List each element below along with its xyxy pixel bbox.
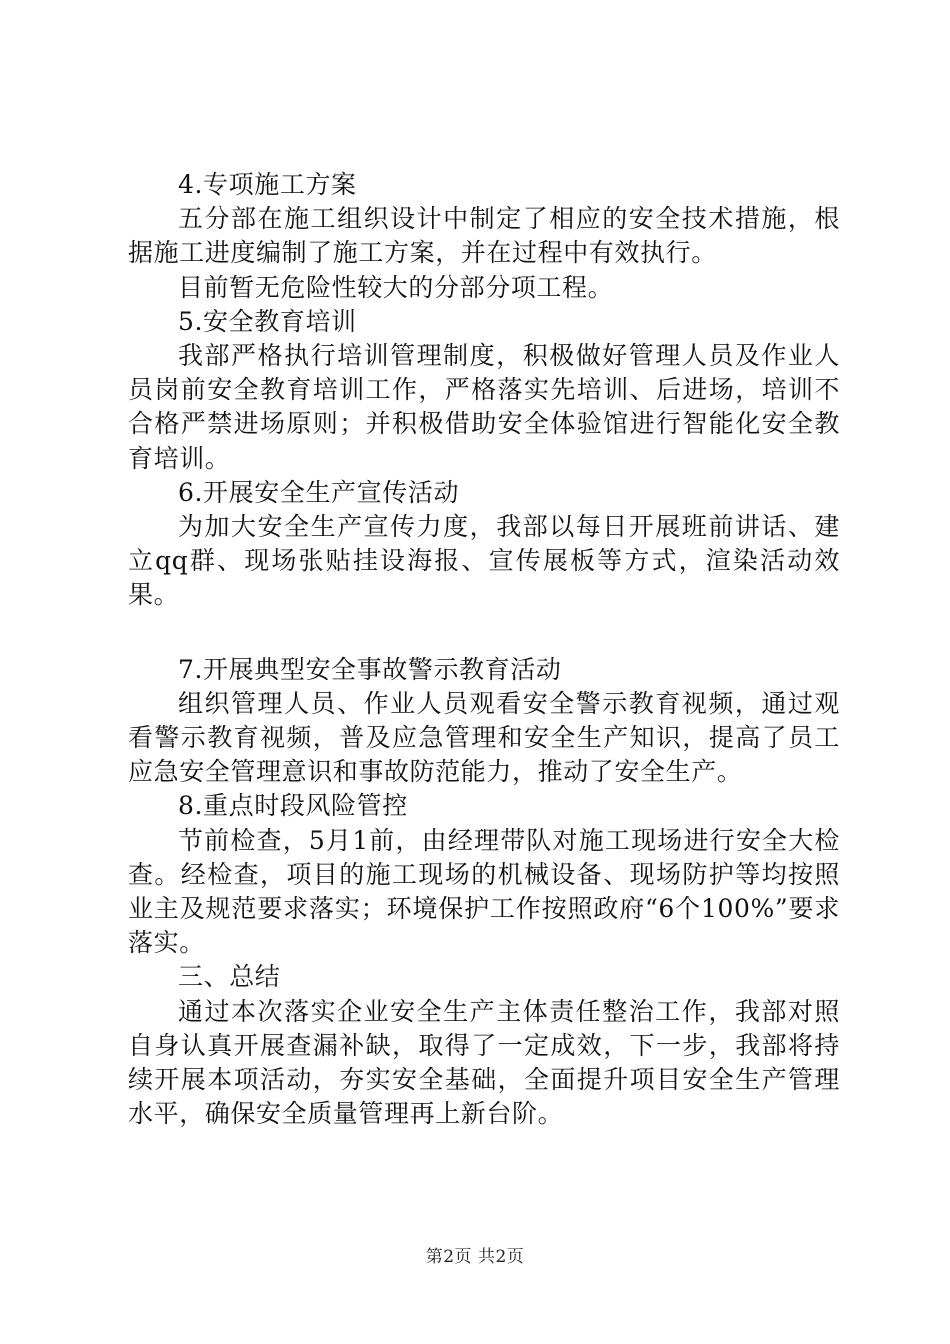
section-heading-safety-training: 5.安全教育培训 [178,306,357,336]
paragraph: 通过本次落实企业安全生产主体责任整治工作，我部对照自身认真开展查漏补缺，取得了一定成效，下一步，我部将持续开展本项活动，夯实安全基础，全面提升项目安全生产管理水平，确保安全质量管理再上新台阶。 [128,996,840,1129]
paragraph: 五分部在施工组织设计中制定了相应的安全技术措施，根据施工进度编制了施工方案，并在过程中有效执行。 [128,204,840,268]
paragraph: 目前暂无危险性较大的分部分项工程。 [178,272,614,302]
paragraph: 组织管理人员、作业人员观看安全警示教育视频，通过观看警示教育视频，普及应急管理和安全生产知识，提高了员工应急安全管理意识和事故防范能力，推动了安全生产。 [128,688,840,787]
document-body [128,168,840,1131]
section-heading-accident-warning: 7.开展典型安全事故警示教育活动 [178,654,562,684]
section-heading-safety-publicity: 6.开展安全生产宣传活动 [178,477,460,507]
blank-line [128,613,840,653]
section-heading-summary: 三、总结 [178,962,281,992]
page-number-footer: 第2页 共2页 [425,1247,525,1267]
section-heading-risk-control: 8.重点时段风险管控 [178,791,408,821]
section-heading-special-construction: 4.专项施工方案 [178,170,357,199]
paragraph: 节前检查，5月1前，由经理带队对施工现场进行安全大检查。经检查，项目的施工现场的机械设备、现场防护等均按照业主及规范要求落实；环境保护工作按照政府“6个100%”要求落实。 [128,825,840,958]
paragraph: 我部严格执行培训管理制度，积极做好管理人员及作业人员岗前安全教育培训工作，严格落实先培训、后进场，培训不合格严禁进场原则；并积极借助安全体验馆进行智能化安全教育培训。 [128,341,840,473]
paragraph: 为加大安全生产宣传力度，我部以每日开展班前讲话、建立qq群、现场张贴挂设海报、宣传展板等方式，渲染活动效果。 [128,512,840,610]
